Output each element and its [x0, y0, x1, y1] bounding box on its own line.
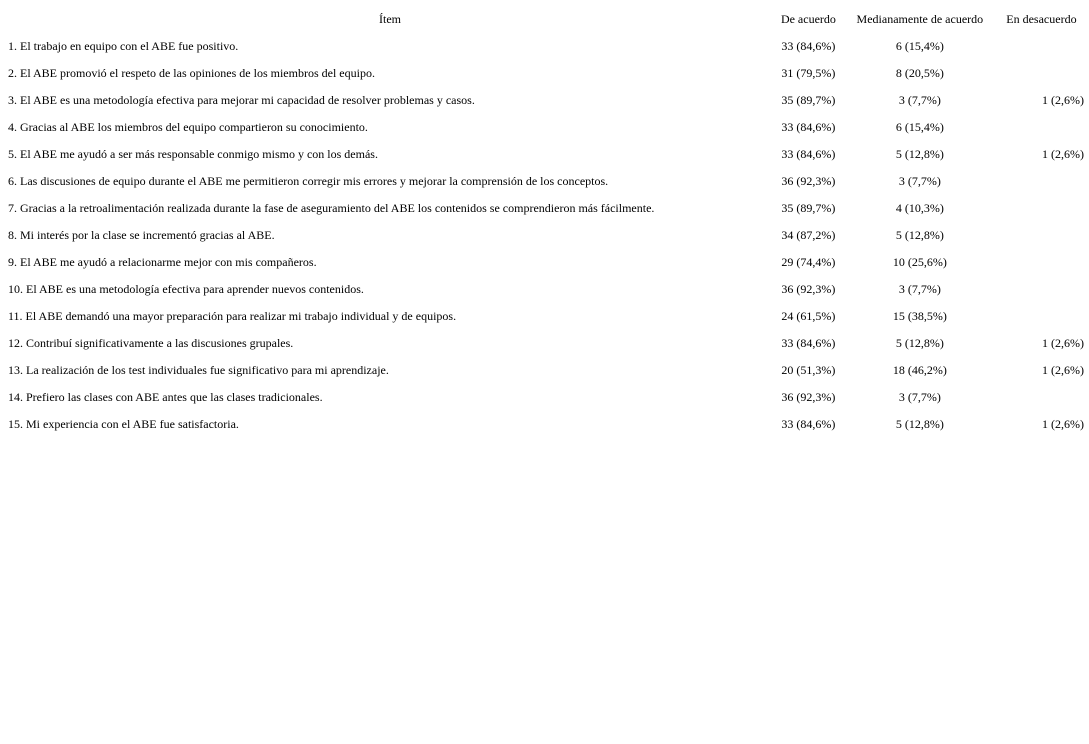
disagree-value	[998, 34, 1085, 59]
disagree-value	[998, 385, 1085, 410]
item-text: 4. Gracias al ABE los miembros del equipo compartieron su conocimiento.	[8, 120, 368, 134]
medium-value: 5 (12,8%)	[895, 417, 944, 431]
agree-value: 20 (51,3%)	[781, 363, 836, 377]
disagree-value: 1 (2,6%)	[1042, 363, 1084, 377]
medium-value: 18 (46,2%)	[892, 363, 947, 377]
disagree-value: 1 (2,6%)	[1042, 336, 1084, 350]
agree-value: 36 (92,3%)	[781, 282, 836, 296]
agree-value: 35 (89,7%)	[781, 93, 836, 107]
header-agree: De acuerdo	[780, 12, 836, 26]
medium-value: 5 (12,8%)	[895, 228, 944, 242]
table-row	[7, 169, 1085, 194]
medium-value: 6 (15,4%)	[895, 39, 944, 53]
disagree-value	[998, 196, 1085, 221]
agree-value: 34 (87,2%)	[781, 228, 836, 242]
item-text: 7. Gracias a la retroalimentación realizada durante la fase de aseguramiento del ABE los contenidos se comprendieron más fácilmente.	[8, 201, 655, 215]
table-row	[7, 196, 1085, 221]
table-row	[7, 250, 1085, 275]
table-row	[7, 115, 1085, 140]
agree-value: 33 (84,6%)	[781, 39, 836, 53]
agree-value: 29 (74,4%)	[781, 255, 836, 269]
item-text: 15. Mi experiencia con el ABE fue satisfactoria.	[8, 417, 239, 431]
disagree-value	[998, 61, 1085, 86]
disagree-value	[998, 115, 1085, 140]
medium-value: 5 (12,8%)	[895, 336, 944, 350]
item-text: 6. Las discusiones de equipo durante el ABE me permitieron corregir mis errores y mejorar la comprensión de los conceptos.	[8, 174, 609, 188]
item-text: 12. Contribuí significativamente a las discusiones grupales.	[8, 336, 294, 350]
medium-value: 15 (38,5%)	[892, 309, 947, 323]
medium-value: 8 (20,5%)	[895, 66, 944, 80]
agree-value: 36 (92,3%)	[781, 390, 836, 404]
table-row	[7, 358, 1085, 383]
medium-value: 3 (7,7%)	[898, 174, 941, 188]
table-row	[7, 304, 1085, 329]
header-item: Ítem	[379, 12, 401, 26]
table-row	[7, 412, 1085, 437]
header-medium: Medianamente de acuerdo	[856, 12, 984, 26]
medium-value: 6 (15,4%)	[895, 120, 944, 134]
header-disagree: En desacuerdo	[1006, 12, 1077, 26]
disagree-value	[998, 250, 1085, 275]
medium-value: 3 (7,7%)	[898, 390, 941, 404]
table-row	[7, 277, 1085, 302]
item-text: 1. El trabajo en equipo con el ABE fue positivo.	[8, 39, 239, 53]
agree-value: 33 (84,6%)	[781, 417, 836, 431]
agree-value: 31 (79,5%)	[781, 66, 836, 80]
header-row	[7, 7, 1085, 32]
table-body	[7, 34, 1085, 437]
table-row	[7, 34, 1085, 59]
disagree-value	[998, 169, 1085, 194]
disagree-value	[998, 277, 1085, 302]
survey-table	[5, 5, 1087, 439]
item-text: 5. El ABE me ayudó a ser más responsable conmigo mismo y con los demás.	[8, 147, 378, 161]
item-text: 2. El ABE promovió el respeto de las opiniones de los miembros del equipo.	[8, 66, 375, 80]
agree-value: 24 (61,5%)	[781, 309, 836, 323]
disagree-value	[998, 223, 1085, 248]
agree-value: 33 (84,6%)	[781, 120, 836, 134]
item-text: 13. La realización de los test individuales fue significativo para mi aprendizaje.	[8, 363, 389, 377]
table-row	[7, 88, 1085, 113]
table-row	[7, 385, 1085, 410]
medium-value: 10 (25,6%)	[892, 255, 947, 269]
disagree-value: 1 (2,6%)	[1042, 147, 1084, 161]
item-text: 10. El ABE es una metodología efectiva para aprender nuevos contenidos.	[8, 282, 364, 296]
item-text: 9. El ABE me ayudó a relacionarme mejor con mis compañeros.	[8, 255, 317, 269]
disagree-value: 1 (2,6%)	[1042, 417, 1084, 431]
table-row	[7, 61, 1085, 86]
table-row	[7, 223, 1085, 248]
table-row	[7, 331, 1085, 356]
table-header	[7, 7, 1085, 32]
table-row	[7, 142, 1085, 167]
medium-value: 3 (7,7%)	[898, 93, 941, 107]
medium-value: 4 (10,3%)	[895, 201, 944, 215]
medium-value: 5 (12,8%)	[895, 147, 944, 161]
disagree-value	[998, 304, 1085, 329]
item-text: 11. El ABE demandó una mayor preparación para realizar mi trabajo individual y de equipos.	[8, 309, 457, 323]
medium-value: 3 (7,7%)	[898, 282, 941, 296]
item-text: 14. Prefiero las clases con ABE antes que las clases tradicionales.	[8, 390, 323, 404]
agree-value: 33 (84,6%)	[781, 336, 836, 350]
item-text: 3. El ABE es una metodología efectiva para mejorar mi capacidad de resolver problemas y casos.	[8, 93, 475, 107]
disagree-value: 1 (2,6%)	[1042, 93, 1084, 107]
agree-value: 33 (84,6%)	[781, 147, 836, 161]
agree-value: 35 (89,7%)	[781, 201, 836, 215]
item-text: 8. Mi interés por la clase se incrementó gracias al ABE.	[8, 228, 275, 242]
agree-value: 36 (92,3%)	[781, 174, 836, 188]
